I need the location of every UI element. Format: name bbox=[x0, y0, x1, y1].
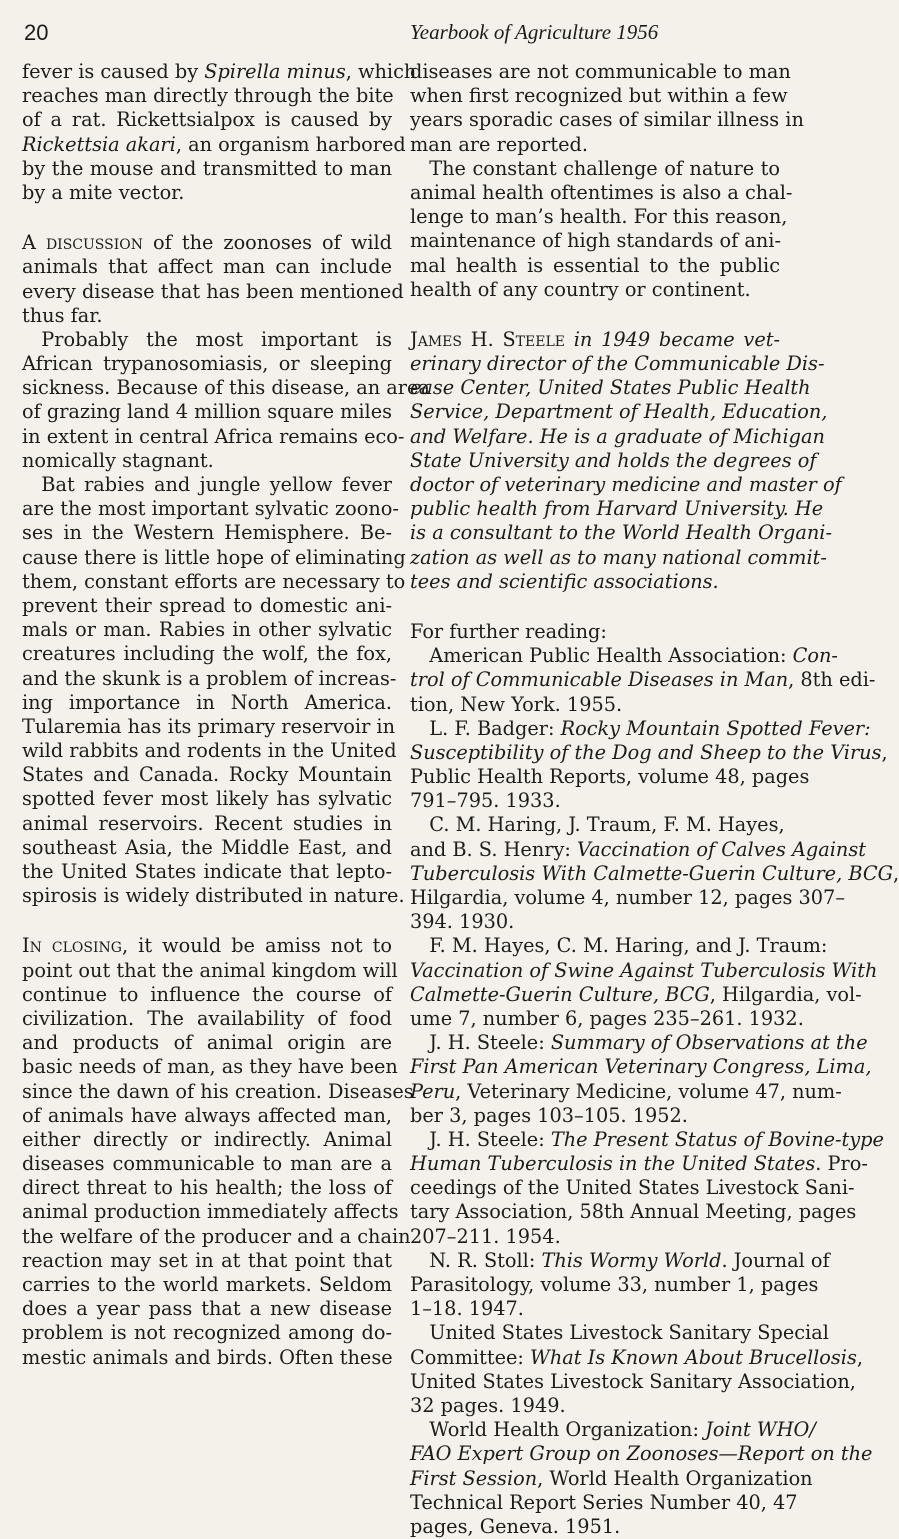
text-line bbox=[410, 473, 842, 497]
text-run: sickness. Because of this disease, an area bbox=[22, 376, 430, 400]
text-run: tary Association, 58th Annual Meeting, pages bbox=[410, 1200, 857, 1224]
text-line bbox=[22, 787, 392, 811]
text-line bbox=[22, 279, 404, 304]
text-run: animal production immediately affects bbox=[22, 1200, 399, 1224]
text-run: them, constant efforts are necessary to bbox=[22, 569, 406, 593]
text-line bbox=[22, 763, 392, 787]
text-line bbox=[410, 1273, 819, 1297]
text-line bbox=[22, 181, 392, 205]
text-line bbox=[22, 569, 406, 594]
text-line bbox=[410, 644, 838, 668]
text-run: civilization. The availability of food bbox=[22, 1006, 392, 1030]
text-run: Tuberculosis With Calmette-Guerin Culture, BCG bbox=[410, 861, 894, 885]
text-run: diseases are not communicable to man bbox=[410, 60, 791, 83]
text-run: First Session bbox=[410, 1466, 538, 1490]
text-line bbox=[410, 1321, 829, 1345]
text-line bbox=[22, 714, 396, 739]
text-line bbox=[22, 304, 392, 328]
text-line bbox=[22, 983, 392, 1007]
text-run: mal health is essential to the public bbox=[410, 253, 780, 277]
text-line bbox=[410, 789, 780, 813]
text-run: . Journal of bbox=[721, 1248, 830, 1272]
text-run: pages, Geneva. 1951. bbox=[410, 1514, 621, 1538]
text-line bbox=[410, 1418, 816, 1442]
text-run: mestic animals and birds. Often these bbox=[22, 1345, 393, 1369]
text-run: in extent in central Africa remains eco- bbox=[22, 424, 405, 448]
text-run: Rocky Mountain Spotted Fever: bbox=[560, 716, 871, 740]
text-line bbox=[22, 352, 392, 376]
text-line bbox=[22, 618, 392, 642]
text-run: , World Health Organization bbox=[537, 1466, 813, 1490]
text-line bbox=[22, 108, 392, 132]
text-line bbox=[22, 691, 392, 715]
text-line bbox=[410, 352, 825, 376]
text-line bbox=[410, 934, 828, 958]
text-line bbox=[410, 545, 827, 570]
text-line bbox=[22, 231, 392, 255]
text-line bbox=[410, 1442, 873, 1466]
text-run: American Public Health Association: bbox=[410, 644, 793, 668]
text-line bbox=[410, 400, 828, 424]
text-run: World Health Organization: bbox=[410, 1418, 706, 1442]
text-line bbox=[410, 1225, 780, 1249]
text-run: Joint WHO/ bbox=[705, 1418, 816, 1442]
text-line bbox=[410, 1369, 856, 1394]
text-run: Vaccination of Calves Against bbox=[576, 837, 866, 861]
text-run: of the zoonoses of wild bbox=[143, 231, 392, 255]
text-line bbox=[410, 765, 810, 789]
paragraph-gap bbox=[410, 594, 780, 620]
text-run: by a mite vector. bbox=[22, 180, 185, 204]
text-line bbox=[22, 255, 392, 279]
text-line bbox=[410, 813, 785, 837]
text-line bbox=[22, 449, 392, 473]
text-line bbox=[410, 668, 876, 692]
text-run: , bbox=[893, 861, 899, 885]
text-run: since the dawn of his creation. Diseases bbox=[22, 1079, 414, 1103]
text-line bbox=[410, 1127, 884, 1152]
text-run: J. H. Steele: bbox=[410, 1127, 551, 1151]
paragraph-gap bbox=[22, 908, 392, 934]
text-line bbox=[410, 497, 824, 521]
text-run: Susceptibility of the Dog and Sheep to the Virus bbox=[410, 740, 882, 764]
text-run: Service, Department of Health, Education, bbox=[410, 400, 828, 424]
text-run: 32 pages. 1949. bbox=[410, 1393, 566, 1417]
text-line bbox=[22, 666, 397, 691]
text-line bbox=[410, 229, 780, 253]
text-run: The constant challenge of nature to bbox=[410, 156, 780, 180]
text-run: animal health oftentimes is also a chal- bbox=[410, 180, 793, 204]
text-run: Calmette-Guerin Culture, BCG bbox=[410, 982, 710, 1006]
running-head: Yearbook of Agriculture 1956 bbox=[410, 20, 659, 44]
text-run: Con- bbox=[792, 644, 838, 668]
text-line bbox=[22, 642, 392, 666]
text-run: continue to influence the course of bbox=[22, 982, 392, 1006]
text-run: States and Canada. Rocky Mountain bbox=[22, 763, 392, 787]
text-run: health of any country or continent. bbox=[410, 277, 751, 301]
text-run: of grazing land 4 million square miles bbox=[22, 400, 393, 424]
text-run: ses in the Western Hemisphere. Be- bbox=[22, 521, 392, 545]
text-run: nomically stagnant. bbox=[22, 448, 214, 472]
text-line bbox=[22, 958, 398, 983]
text-line bbox=[410, 861, 899, 886]
text-run: every disease that has been mentioned bbox=[22, 279, 404, 303]
text-line bbox=[410, 1031, 868, 1055]
text-run: ber 3, pages 103–105. 1952. bbox=[410, 1103, 688, 1127]
text-line bbox=[22, 376, 430, 400]
text-run: Spirella minus bbox=[204, 60, 346, 83]
text-run: man are reported. bbox=[410, 132, 589, 156]
text-line bbox=[410, 570, 780, 594]
text-line bbox=[410, 910, 780, 934]
text-line bbox=[22, 739, 397, 763]
text-run: either directly or indirectly. Animal bbox=[22, 1127, 392, 1151]
text-line bbox=[22, 157, 392, 181]
text-line bbox=[410, 1176, 855, 1200]
text-line bbox=[410, 886, 845, 910]
text-run: spirosis is widely distributed in nature. bbox=[22, 884, 405, 908]
text-run: spotted fever most likely has sylvatic bbox=[22, 787, 392, 811]
text-line bbox=[22, 1224, 411, 1249]
text-run: 1–18. 1947. bbox=[410, 1297, 524, 1321]
text-line bbox=[22, 1273, 392, 1297]
text-run: carries to the world markets. Seldom bbox=[22, 1273, 392, 1296]
text-run: years sporadic cases of similar illness in bbox=[410, 108, 804, 132]
text-line bbox=[22, 1176, 392, 1200]
text-run: direct threat to his health; the loss of bbox=[22, 1176, 392, 1200]
text-run: 394. 1930. bbox=[410, 910, 515, 934]
text-run: does a year pass that a new disease bbox=[22, 1297, 392, 1321]
text-line bbox=[22, 1031, 392, 1055]
text-run: mals or man. Rabies in other sylvatic bbox=[22, 618, 392, 642]
text-run: ease Center, United States Public Health bbox=[410, 376, 811, 400]
text-line bbox=[22, 812, 392, 836]
text-run: Peru bbox=[410, 1079, 456, 1103]
text-line bbox=[410, 376, 811, 400]
text-run: What Is Known About Brucellosis bbox=[530, 1345, 857, 1369]
text-line bbox=[410, 448, 817, 473]
paragraph-gap bbox=[410, 302, 780, 328]
text-run: maintenance of high standards of ani- bbox=[410, 229, 781, 253]
text-run: animals that affect man can include bbox=[22, 255, 392, 279]
text-line bbox=[22, 1200, 399, 1224]
text-line bbox=[410, 693, 780, 717]
text-run: F. M. Hayes, C. M. Haring, and J. Traum: bbox=[410, 934, 828, 958]
text-run: ceedings of the United States Livestock Sani- bbox=[410, 1176, 855, 1200]
text-run: A discussion bbox=[22, 231, 144, 255]
text-line bbox=[22, 1321, 392, 1345]
text-line bbox=[22, 497, 399, 521]
text-line bbox=[410, 716, 871, 741]
text-line bbox=[410, 837, 866, 862]
text-run: prevent their spread to domestic ani- bbox=[22, 593, 392, 617]
text-run: C. M. Haring, J. Traum, F. M. Hayes, bbox=[410, 813, 785, 837]
text-run: , bbox=[881, 740, 888, 764]
text-run: This Wormy World bbox=[541, 1248, 722, 1272]
text-line bbox=[410, 620, 780, 644]
text-run: zation as well as to many national commit- bbox=[410, 545, 827, 569]
text-run: erinary director of the Communicable Dis- bbox=[410, 352, 825, 376]
text-run: Probably the most important is bbox=[22, 327, 392, 351]
text-line bbox=[410, 1006, 804, 1031]
text-run: are the most important sylvatic zoono- bbox=[22, 497, 399, 521]
text-run: of a rat. Rickettsialpox is caused by bbox=[22, 108, 392, 132]
text-line bbox=[410, 1152, 868, 1176]
text-line bbox=[410, 1055, 872, 1079]
text-line bbox=[22, 545, 406, 570]
text-run: For further reading: bbox=[410, 619, 607, 643]
text-run: the United States indicate that lepto- bbox=[22, 860, 392, 883]
text-run: when first recognized but within a few bbox=[410, 84, 788, 108]
text-run: ing importance in North America. bbox=[22, 690, 392, 714]
text-run: by the mouse and transmitted to man bbox=[22, 156, 392, 180]
text-run: J. H. Steele: bbox=[410, 1031, 551, 1055]
text-run: public health from Harvard University. He bbox=[410, 497, 824, 521]
text-run: reaction may set in at that point that bbox=[22, 1248, 392, 1272]
text-run: cause there is little hope of eliminating bbox=[22, 545, 406, 569]
text-run: wild rabbits and rodents in the United bbox=[22, 739, 397, 763]
text-line bbox=[410, 60, 791, 84]
text-run: FAO Expert Group on Zoonoses—Report on the bbox=[410, 1442, 873, 1466]
paragraph-gap bbox=[22, 205, 392, 231]
text-run: Human Tuberculosis in the United States bbox=[410, 1152, 816, 1176]
text-run: problem is not recognized among do- bbox=[22, 1321, 392, 1345]
text-run: Rickettsia akari bbox=[22, 132, 176, 156]
text-run: , 8th edi- bbox=[788, 668, 876, 692]
text-run: animal reservoirs. Recent studies in bbox=[22, 811, 392, 835]
text-run: N. R. Stoll: bbox=[410, 1248, 542, 1272]
text-line bbox=[410, 740, 888, 765]
text-line bbox=[22, 60, 417, 84]
text-line bbox=[410, 1515, 780, 1539]
text-line bbox=[22, 473, 392, 497]
text-line bbox=[410, 1345, 863, 1370]
text-run: lenge to man’s health. For this reason, bbox=[410, 205, 788, 229]
text-run: point out that the animal kingdom will bbox=[22, 958, 398, 982]
text-run: diseases communicable to man are a bbox=[22, 1152, 392, 1176]
text-run: tees and scientific associations. bbox=[410, 569, 719, 593]
text-run: the welfare of the producer and a chain bbox=[22, 1224, 411, 1248]
text-line bbox=[410, 958, 878, 983]
text-run: United States Livestock Sanitary Special bbox=[410, 1321, 829, 1345]
text-line bbox=[410, 1079, 842, 1104]
text-run: southeast Asia, the Middle East, and bbox=[22, 835, 392, 859]
text-line bbox=[410, 1297, 780, 1321]
text-run: Parasitology, volume 33, number 1, pages bbox=[410, 1273, 819, 1296]
text-run: In closing bbox=[22, 934, 122, 958]
text-line bbox=[22, 934, 392, 958]
text-line bbox=[410, 278, 780, 302]
text-line bbox=[410, 1104, 780, 1128]
text-run: United States Livestock Sanitary Association, bbox=[410, 1369, 856, 1393]
text-line bbox=[22, 328, 392, 352]
text-run: , which bbox=[345, 60, 417, 83]
text-line bbox=[410, 180, 793, 205]
text-run: of animals have always affected man, bbox=[22, 1103, 392, 1127]
text-line bbox=[410, 1466, 813, 1491]
right-column bbox=[410, 60, 899, 1539]
page-number: 20 bbox=[24, 20, 49, 45]
text-line bbox=[22, 1104, 392, 1128]
text-line bbox=[410, 1394, 780, 1418]
text-line bbox=[22, 860, 392, 884]
text-run: and the skunk is a problem of increas- bbox=[22, 666, 397, 690]
text-run: , Hilgardia, vol- bbox=[709, 982, 862, 1006]
text-run: Hilgardia, volume 4, number 12, pages 307– bbox=[410, 886, 845, 909]
text-line bbox=[22, 1007, 392, 1031]
text-line bbox=[22, 1346, 392, 1370]
text-run: basic needs of man, as they have been bbox=[22, 1055, 398, 1079]
text-line bbox=[410, 1490, 798, 1515]
text-run: Committee: bbox=[410, 1345, 531, 1369]
text-line bbox=[410, 521, 832, 545]
text-line bbox=[410, 1200, 857, 1224]
text-line bbox=[22, 1297, 392, 1321]
left-column bbox=[22, 60, 430, 1370]
text-line bbox=[22, 1055, 398, 1079]
text-run: reaches man directly through the bite bbox=[22, 84, 394, 108]
text-line bbox=[410, 205, 788, 229]
text-run: First Pan American Veterinary Congress, Lima, bbox=[410, 1055, 872, 1079]
text-run: and products of animal origin are bbox=[22, 1031, 392, 1055]
text-line bbox=[22, 884, 405, 908]
text-run: in 1949 became vet- bbox=[564, 327, 780, 351]
text-run: and Welfare. He is a graduate of Michigan bbox=[410, 424, 825, 448]
text-run: trol of Communicable Diseases in Man bbox=[410, 668, 789, 692]
text-run: and B. S. Henry: bbox=[410, 837, 577, 861]
text-run: creatures including the wolf, the fox, bbox=[22, 642, 392, 666]
text-run: Technical Report Series Number 40, 47 bbox=[410, 1490, 798, 1514]
text-line bbox=[22, 521, 392, 545]
text-line bbox=[410, 84, 788, 108]
text-line bbox=[22, 1152, 392, 1176]
text-line bbox=[22, 400, 392, 424]
text-run: is a consultant to the World Health Organi- bbox=[410, 521, 832, 545]
text-run: State University and holds the degrees of bbox=[410, 448, 817, 472]
text-line bbox=[410, 424, 825, 449]
text-line bbox=[410, 1248, 830, 1273]
text-run: Tularemia has its primary reservoir in bbox=[22, 714, 396, 738]
text-run: Bat rabies and jungle yellow fever bbox=[22, 473, 392, 496]
text-line bbox=[22, 424, 405, 449]
text-run: The Present Status of Bovine-type bbox=[550, 1127, 884, 1151]
text-run: , Veterinary Medicine, volume 47, num- bbox=[455, 1079, 842, 1103]
text-run: Public Health Reports, volume 48, pages bbox=[410, 765, 810, 789]
text-line bbox=[22, 1079, 414, 1104]
text-line bbox=[22, 84, 392, 108]
text-run: James H. Steele bbox=[410, 327, 565, 351]
text-line bbox=[22, 594, 392, 618]
text-run: Summary of Observations at the bbox=[550, 1031, 868, 1055]
text-line bbox=[410, 157, 780, 181]
text-run: , bbox=[856, 1345, 863, 1369]
text-line bbox=[410, 254, 780, 278]
text-run: . Pro- bbox=[815, 1152, 868, 1176]
text-line bbox=[22, 132, 406, 157]
text-line bbox=[22, 1128, 392, 1152]
text-run: , it would be amiss not to bbox=[121, 934, 392, 958]
text-run: , an organism harbored bbox=[175, 132, 406, 156]
text-line bbox=[410, 108, 804, 132]
text-run: Vaccination of Swine Against Tuberculosis With bbox=[410, 958, 878, 982]
text-line bbox=[410, 133, 780, 157]
text-line bbox=[22, 836, 392, 860]
text-run: doctor of veterinary medicine and master of bbox=[410, 473, 842, 496]
text-run: fever is caused by bbox=[22, 60, 205, 83]
text-line bbox=[410, 982, 862, 1007]
text-run: ume 7, number 6, pages 235–261. 1932. bbox=[410, 1006, 804, 1030]
text-run: 207–211. 1954. bbox=[410, 1224, 561, 1248]
text-run: L. F. Badger: bbox=[410, 716, 561, 740]
text-run: African trypanosomiasis, or sleeping bbox=[22, 352, 392, 376]
text-run: thus far. bbox=[22, 303, 103, 327]
text-run: 791–795. 1933. bbox=[410, 789, 561, 813]
text-line bbox=[22, 1249, 392, 1273]
text-line bbox=[410, 328, 780, 352]
text-run: tion, New York. 1955. bbox=[410, 692, 623, 716]
